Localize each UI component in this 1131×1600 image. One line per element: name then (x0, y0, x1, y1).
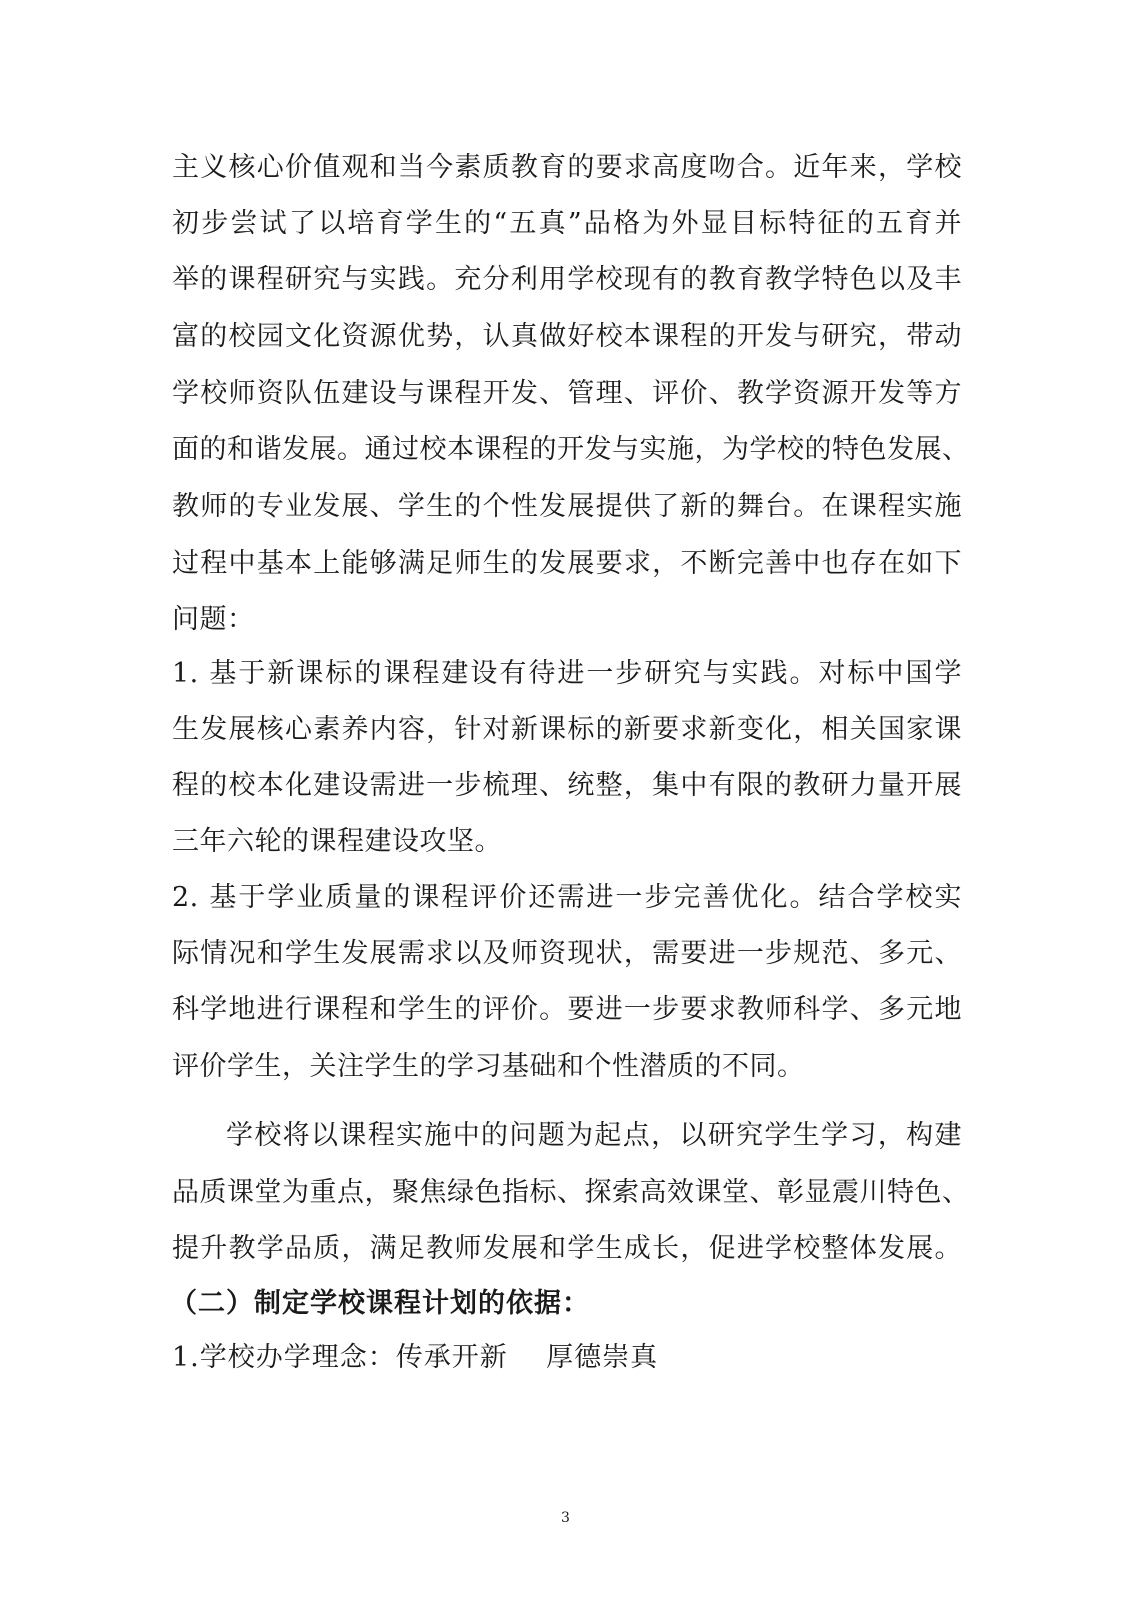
sub-item-1: 1.学校办学理念：传承开新 厚德崇真 (172, 1342, 659, 1373)
paragraph1-line-2: 初步尝试了以培育学生的“五真”品格为外显目标特征的五育并 (172, 208, 962, 239)
paragraph1-line-3: 举的课程研究与实践。充分利用学校现有的教育教学特色以及丰 (172, 264, 962, 295)
item1-line-4: 三年六轮的课程建设攻坚。 (172, 826, 502, 857)
page-number: 3 (561, 1510, 570, 1526)
item2-line-1: 2. 基于学业质量的课程评价还需进一步完善优化。结合学校实 (172, 882, 962, 913)
section-heading: （二）制定学校课程计划的依据： (170, 1288, 590, 1319)
paragraph1-line-7: 教师的专业发展、学生的个性发展提供了新的舞台。在课程实施 (172, 491, 962, 522)
paragraph1-line-4: 富的校园文化资源优势，认真做好校本课程的开发与研究，带动 (172, 321, 962, 352)
paragraph1-line-5: 学校师资队伍建设与课程开发、管理、评价、教学资源开发等方 (172, 378, 962, 409)
paragraph2-line-3: 提升教学品质，满足教师发展和学生成长，促进学校整体发展。 (172, 1233, 962, 1264)
paragraph1-line-9: 问题： (172, 604, 255, 635)
paragraph1-line-8: 过程中基本上能够满足师生的发展要求，不断完善中也存在如下 (172, 548, 962, 579)
paragraph1-line-6: 面的和谐发展。通过校本课程的开发与实施，为学校的特色发展、 (172, 434, 970, 465)
item1-line-1: 1. 基于新课标的课程建设有待进一步研究与实践。对标中国学 (172, 658, 962, 689)
item1-line-2: 生发展核心素养内容，针对新课标的新要求新变化，相关国家课 (172, 714, 962, 745)
item2-line-4: 评价学生，关注学生的学习基础和个性潜质的不同。 (172, 1051, 805, 1082)
paragraph2-line-1: 学校将以课程实施中的问题为起点，以研究学生学习，构建 (226, 1120, 962, 1151)
item2-line-2: 际情况和学生发展需求以及师资现状，需要进一步规范、多元、 (172, 938, 962, 969)
item2-line-3: 科学地进行课程和学生的评价。要进一步要求教师科学、多元地 (172, 994, 962, 1025)
item1-line-3: 程的校本化建设需进一步梳理、统整，集中有限的教研力量开展 (172, 770, 962, 801)
paragraph1-line-1: 主义核心价值观和当今素质教育的要求高度吻合。近年来，学校 (172, 152, 962, 183)
paragraph2-line-2: 品质课堂为重点，聚焦绿色指标、探索高效课堂、彰显震川特色、 (172, 1177, 970, 1208)
